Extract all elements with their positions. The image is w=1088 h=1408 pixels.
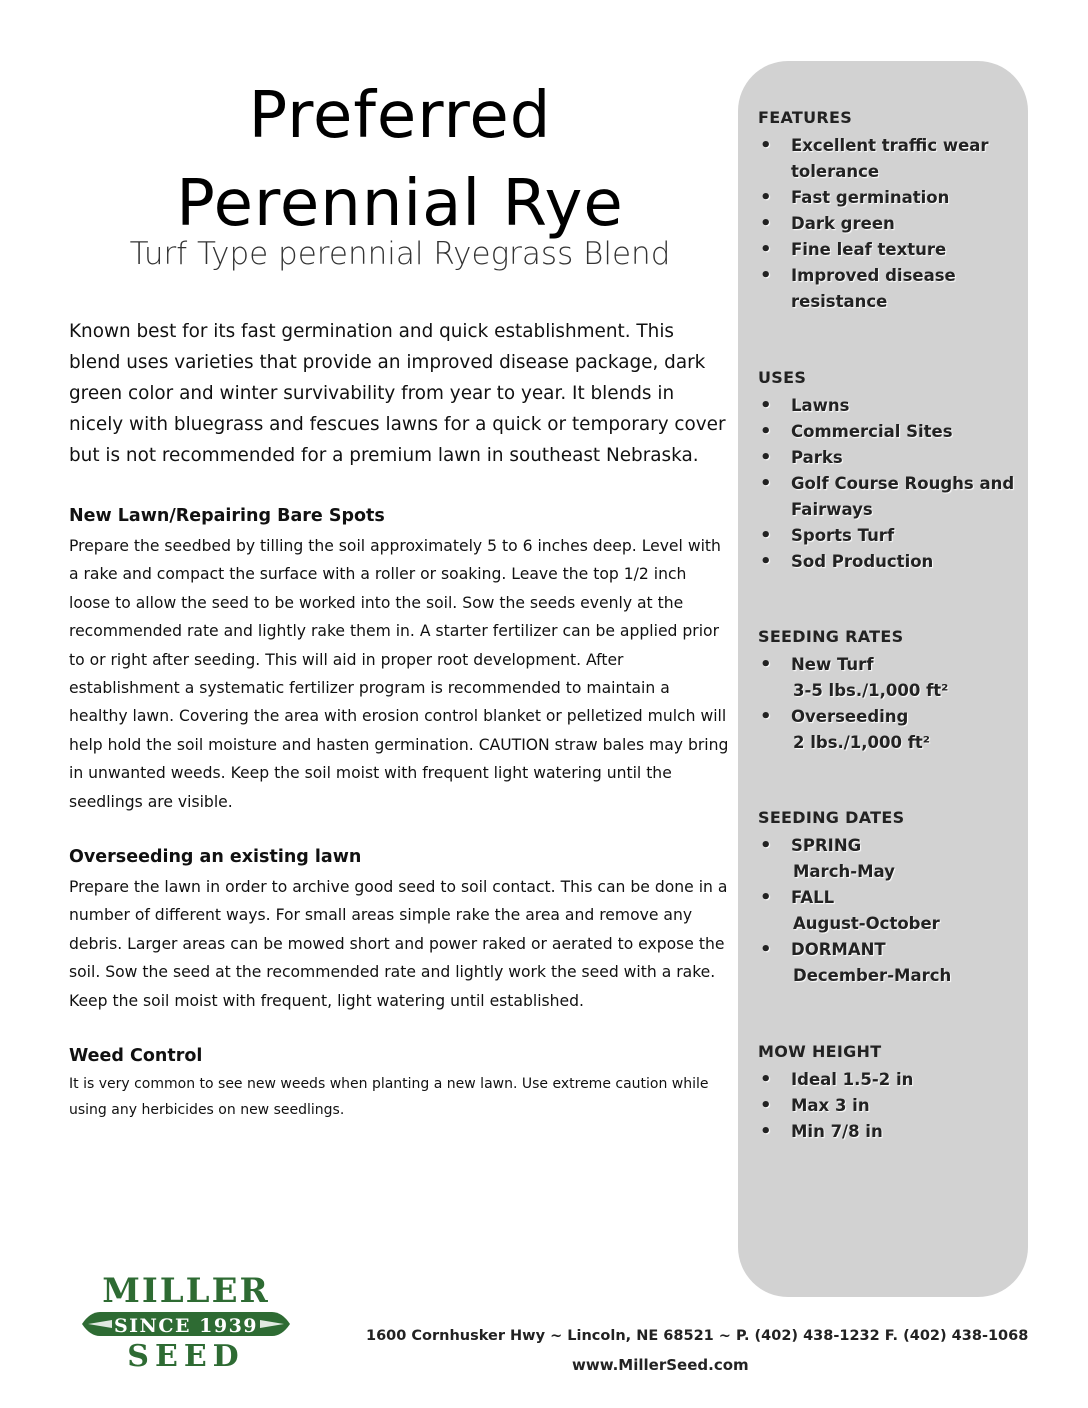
list-item: • Fine leaf texture	[758, 237, 1018, 263]
date-value: August-October	[793, 914, 940, 933]
features-heading: FEATURES	[758, 108, 853, 127]
mow-height-heading: MOW HEIGHT	[758, 1042, 882, 1061]
list-item	[758, 833, 1018, 885]
date-label: FALL	[791, 888, 835, 907]
rate-value: 3-5 lbs./1,000 ft²	[793, 681, 949, 700]
uses-heading: USES	[758, 368, 807, 387]
section-heading-weed-control: Weed Control	[69, 1046, 203, 1066]
seeding-rates-heading: SEEDING RATES	[758, 627, 904, 646]
logo-line-1: MILLER	[102, 1272, 270, 1311]
miller-seed-logo	[78, 1272, 294, 1372]
list-item: • Fast germination	[758, 185, 1018, 211]
mow-height-block	[758, 1042, 1018, 1145]
uses-block	[758, 368, 1018, 575]
logo-line-2: SINCE 1939	[113, 1315, 259, 1337]
date-label: DORMANT	[791, 940, 886, 959]
list-item	[758, 885, 1018, 937]
list-item: • Commercial Sites	[758, 419, 1018, 445]
seeding-dates-block	[758, 808, 1018, 989]
seeding-dates-heading: SEEDING DATES	[758, 808, 905, 827]
logo-line-3: SEED	[127, 1339, 245, 1372]
seeding-dates-list	[758, 833, 1018, 989]
seeding-rates-block	[758, 627, 1018, 756]
list-item: • Max 3 in	[758, 1093, 1018, 1119]
uses-list	[758, 393, 1018, 575]
title-line-2: Perennial Rye	[176, 167, 624, 241]
list-item: • Sod Production	[758, 549, 1018, 575]
page-title	[60, 72, 740, 248]
footer-address: 1600 Cornhusker Hwy ~ Lincoln, NE 68521 ~ P. (402) 438-1232 F. (402) 438-1068	[366, 1328, 1029, 1344]
date-label: SPRING	[791, 836, 862, 855]
list-item: • Ideal 1.5-2 in	[758, 1067, 1018, 1093]
list-item: • Excellent traffic wear tolerance	[758, 133, 1018, 185]
list-item: • Golf Course Roughs and Fairways	[758, 471, 1018, 523]
page-subtitle: Turf Type perennial Ryegrass Blend	[129, 236, 671, 272]
footer-website-link[interactable]: www.MillerSeed.com	[572, 1356, 749, 1374]
rate-label: Overseeding	[791, 707, 909, 726]
list-item: • Lawns	[758, 393, 1018, 419]
section-heading-overseeding: Overseeding an existing lawn	[69, 847, 362, 867]
list-item: • Sports Turf	[758, 523, 1018, 549]
features-list	[758, 133, 1018, 315]
seeding-rates-list	[758, 652, 1018, 756]
features-block	[758, 108, 1018, 315]
section-heading-new-lawn: New Lawn/Repairing Bare Spots	[69, 506, 385, 526]
title-line-1: Preferred	[248, 79, 552, 153]
list-item	[758, 704, 1018, 756]
date-value: December-March	[793, 966, 952, 985]
list-item: • Improved disease resistance	[758, 263, 1018, 315]
date-value: March-May	[793, 862, 895, 881]
list-item: • Parks	[758, 445, 1018, 471]
rate-label: New Turf	[791, 655, 874, 674]
list-item	[758, 937, 1018, 989]
section-body-overseeding: Prepare the lawn in order to archive good seed to soil contact. This can be done in a number of different ways. For small areas simple rake the area and remove any debris. Larger areas can be mowed short and power raked or aerated to expose the soil. Sow the seed at the recommended rate and lightly work the seed with a rake. Keep the soil moist with frequent, light watering until established.	[69, 878, 728, 1010]
section-body-new-lawn: Prepare the seedbed by tilling the soil approximately 5 to 6 inches deep. Level with a rake and compact the surface with a roller or soaking. Leave the top 1/2 inch loose to allow the seed to be worked into the soil. Sow the seeds evenly at the recommended rate and lightly rake them in. A starter fertilizer can be applied prior to or right after seeding. This will aid in proper root development. After establishment a systematic fertilizer program is recommended to maintain a healthy lawn. Covering the area with erosion control blanket or pelletized mulch will help hold the soil moisture and hasten germination. CAUTION straw bales may bring in unwanted weeds. Keep the soil moist with frequent light watering until the seedlings are visible.	[69, 537, 729, 811]
list-item: • Dark green	[758, 211, 1018, 237]
intro-paragraph: Known best for its fast germination and quick establishment. This blend uses varieties that provide an improved disease package, dark green color and winter survivability from year to year. It blends in nicely with bluegrass and fescues lawns for a quick or temporary cover but is not recommended for a premium lawn in southeast Nebraska.	[69, 321, 726, 466]
rate-value: 2 lbs./1,000 ft²	[793, 733, 931, 752]
mow-height-list	[758, 1067, 1018, 1145]
section-body-weed-control: It is very common to see new weeds when planting a new lawn. Use extreme caution while using any herbicides on new seedlings.	[69, 1076, 709, 1118]
list-item	[758, 652, 1018, 704]
list-item: • Min 7/8 in	[758, 1119, 1018, 1145]
